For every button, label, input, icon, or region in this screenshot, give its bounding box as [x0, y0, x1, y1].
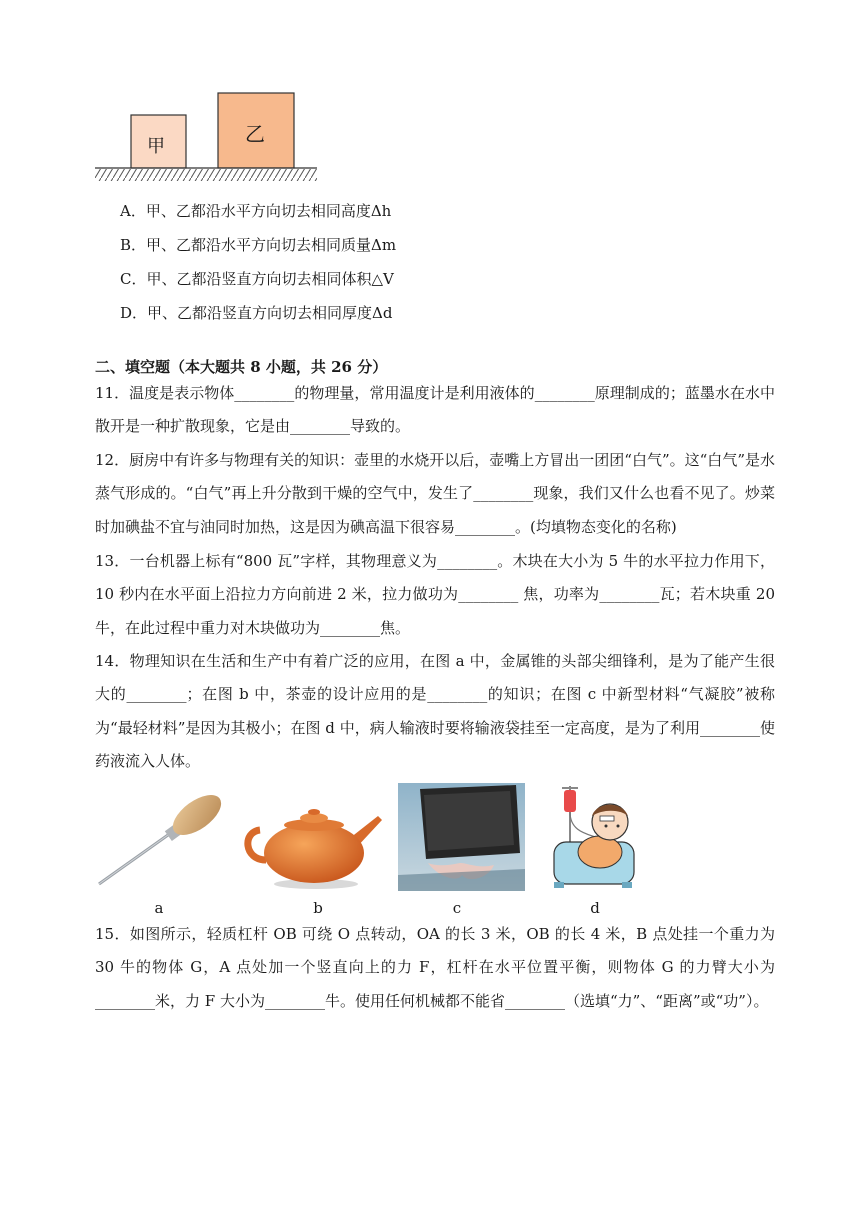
- blocks-diagram: [95, 88, 325, 188]
- option-c: C．甲、乙都沿竖直方向切去相同体积△V: [120, 270, 394, 288]
- figure-c-aerogel: [398, 783, 525, 891]
- iv-patient-icon: [548, 782, 640, 892]
- question-12: 12．厨房中有许多与物理有关的知识：壶里的水烧开以后，壶嘴上方冒出一团团“白气”。这“白气”是水蒸气形成的。“白气”再上升分散到干燥的空气中，发生了________现象，我们又什么也看不见了。炒菜时加碘盐不宜与油同时加热，这是因为碘高温下很容易________。(均填物态变化的名称): [95, 451, 775, 536]
- blocks-figure: [95, 88, 325, 188]
- block-yi-label: 乙: [245, 122, 265, 146]
- figure-d-infusion: [548, 782, 640, 892]
- figure-caption-b: b: [313, 899, 323, 917]
- option-d: D．甲、乙都沿竖直方向切去相同厚度Δd: [120, 304, 393, 322]
- question-13: 13．一台机器上标有“800 瓦”字样，其物理意义为________。木块在大小为 5 牛的水平拉力作用下，10 秒内在水平面上沿拉力方向前进 2 米，拉力做功为________ 焦，功率为________瓦；若木块重 20 牛，在此过程中重力对木块做功为________焦。: [95, 552, 775, 637]
- block-jia-label: 甲: [147, 136, 165, 157]
- figure-caption-a: a: [154, 899, 164, 917]
- awl-icon: [95, 790, 225, 890]
- option-a: A．甲、乙都沿水平方向切去相同高度Δh: [120, 202, 392, 220]
- figure-a-awl: [95, 790, 225, 890]
- figure-caption-c: c: [452, 899, 462, 917]
- teapot-icon: [238, 798, 388, 890]
- question-15: 15．如图所示，轻质杠杆 OB 可绕 O 点转动，OA 的长 3 米，OB 的长 4 米，B 点处挂一个重力为 30 牛的物体 G，A 点处加一个竖直向上的力 F，杠杆在水平位置平衡，则物体 G 的力臂大小为________米，力 F 大小为________牛。使用任何机械都不能省________（选填“力”、“距离”或“功”）。: [95, 925, 775, 1010]
- question-14: 14．物理知识在生活和生产中有着广泛的应用，在图 a 中，金属锥的头部尖细锋利，是为了能产生很大的________；在图 b 中，茶壶的设计应用的是________的知识；在图 c 中新型材料“气凝胶”被称为“最轻材料”是因为其极小；在图 d 中，病人输液时要将输液袋挂至一定高度，是为了利用________使药液流入人体。: [95, 652, 775, 770]
- figure-caption-d: d: [590, 899, 600, 917]
- ground-hatch: [95, 169, 317, 181]
- aerogel-icon: [398, 783, 525, 891]
- option-b: B．甲、乙都沿水平方向切去相同质量Δm: [120, 236, 397, 254]
- section-title: 二、填空题（本大题共 8 小题，共 26 分）: [95, 358, 388, 376]
- question-11: 11．温度是表示物体________的物理量，常用温度计是利用液体的________原理制成的；蓝墨水在水中散开是一种扩散现象，它是由________导致的。: [95, 384, 775, 436]
- figure-b-teapot: [238, 798, 388, 890]
